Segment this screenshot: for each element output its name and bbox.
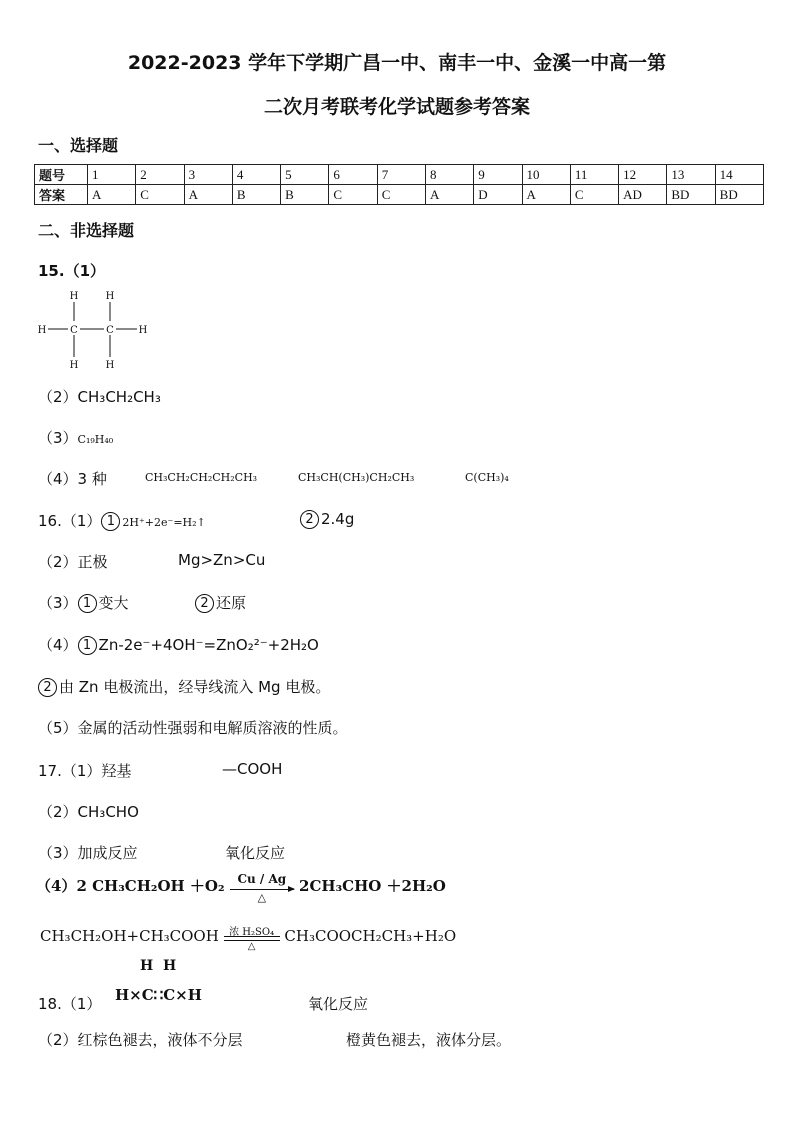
part-label: （2） [38,388,78,406]
table-cell: 11 [570,165,618,185]
q17-part2 [38,801,139,822]
table-cell: 3 [184,165,232,185]
table-cell: AD [619,185,667,205]
part-label: （2）正极 [38,553,108,571]
table-cell: 10 [522,165,570,185]
answer: 由 Zn 电极流出，经导线流入 Mg 电极。 [59,678,331,696]
atom-h: H [69,291,79,302]
part-label: （4） [38,636,78,654]
table-cell: 4 [232,165,280,185]
table-cell: 12 [619,165,667,185]
q18-part1-b: 氧化反应 [308,995,369,1013]
q17-part3: （3）加成反应 [38,844,138,862]
arrow-line [230,889,294,890]
condition-heat: △ [257,891,267,904]
part-label: （3） [38,429,78,447]
equation: 2H⁺+2e⁻=H₂↑ [122,516,206,529]
part-label: 16.（1） [38,512,102,530]
atom-c: C [70,325,78,336]
table-cell: C [570,185,618,205]
table-cell: A [425,185,473,205]
q16-part2-order: Mg>Zn>Cu [178,551,266,569]
table-cell: D [474,185,522,205]
condition-acid: 浓 H₂SO₄ [229,927,275,938]
part-label: （4）3 种 [38,470,107,488]
part-label: （4） [36,877,77,895]
table-cell: 9 [474,165,522,185]
q16-part3 [38,592,129,613]
formula: CH₃CH₂CH₃ [77,388,161,406]
q16-part5: （5）金属的活动性强弱和电解质溶液的性质。 [38,719,348,737]
table-cell: BD [667,185,715,205]
table-cell: C [377,185,425,205]
q17-part4 [36,872,446,902]
title-line-1: 2022-2023 学年下学期广昌一中、南丰一中、金溪一中高一第 [127,52,667,74]
table-cell: A [184,185,232,205]
formula-isopentane: CH₃CH(CH₃)CH₂CH₃ [298,471,415,484]
answer: 变大 [98,594,129,612]
q15-heading: 15.（1） [38,262,106,280]
table-cell: A [522,185,570,205]
q17-part1: 17.（1）羟基 [38,762,132,780]
equation: Zn-2e⁻+4OH⁻=ZnO₂²⁻+2H₂O [98,636,319,654]
table-cell: 13 [667,165,715,185]
q16-part4 [38,634,319,655]
table-cell: A [88,185,136,205]
formula: CH₃CHO [77,803,139,821]
table-cell: 2 [136,165,184,185]
ethane-structure [36,288,156,374]
part-label: （3） [38,594,78,612]
atom-h: H [37,325,47,336]
q18-part2-b: 橙黄色褪去，液体分层。 [346,1031,512,1049]
table-cell: B [232,185,280,205]
table-cell: 5 [281,165,329,185]
q16-part2 [38,551,108,572]
table-cell: 14 [715,165,763,185]
table-row-head: 答案 [35,185,88,205]
formula-neopentane: C(CH₃)₄ [465,471,509,484]
table-row-head: 题号 [35,165,88,185]
circle-number: 1 [101,512,120,531]
table-cell: B [281,185,329,205]
circle-number: 1 [78,636,97,655]
condition-heat: △ [247,941,256,952]
section-nonchoice-heading: 二、非选择题 [38,221,135,240]
reactants: CH₃CH₂OH+CH₃COOH [40,927,219,945]
answer: 还原 [216,594,247,612]
formula-pentane: CH₃CH₂CH₂CH₂CH₃ [145,471,258,484]
condition-catalyst: Cu / Ag [237,872,287,886]
q17-part5 [40,922,456,952]
electron-dot-top: H H [140,958,177,974]
q15-part4 [38,468,107,489]
section-choice-heading: 一、选择题 [38,136,119,155]
part-label: （2） [38,803,78,821]
atom-h: H [105,291,115,302]
table-row-numbers [35,165,764,185]
atom-h: H [138,325,148,336]
table-cell: 8 [425,165,473,185]
answer: 2.4g [321,510,355,528]
atom-h: H [69,360,79,371]
q15-part3 [38,427,113,448]
q16-part1-b [300,510,354,529]
q17-part3-b: 氧化反应 [225,844,286,862]
table-cell: C [136,185,184,205]
reversible-arrow [224,922,280,952]
arrow-line [224,936,280,937]
q17-part1-b: —COOH [222,760,283,778]
q16-part1 [38,510,206,531]
circle-number: 2 [38,678,57,697]
products: CH₃COOCH₂CH₃+H₂O [284,927,457,945]
circle-number: 2 [195,594,214,613]
formula: C₁₉H₄₀ [77,433,114,446]
reaction-arrow [230,872,294,902]
atom-c: C [106,325,114,336]
reactants: 2 CH₃CH₂OH ＋O₂ [76,877,225,895]
circle-number: 1 [78,594,97,613]
table-cell: 6 [329,165,377,185]
circle-number: 2 [300,510,319,529]
title-line-2: 二次月考联考化学试题参考答案 [263,96,530,118]
electron-dot-formula: H×C∷C×H [115,986,202,1004]
answer-table [34,164,764,205]
table-cell: 7 [377,165,425,185]
table-cell: 1 [88,165,136,185]
q18-part2: （2）红棕色褪去，液体不分层 [38,1031,243,1049]
table-cell: BD [715,185,763,205]
q15-part2 [38,386,161,407]
q16-part3-b [195,592,246,613]
table-row-answers [35,185,764,205]
table-cell: C [329,185,377,205]
products: 2CH₃CHO ＋2H₂O [299,877,446,895]
q18-part1: 18.（1） [38,995,102,1013]
q16-part4-b [38,676,330,697]
atom-h: H [105,360,115,371]
